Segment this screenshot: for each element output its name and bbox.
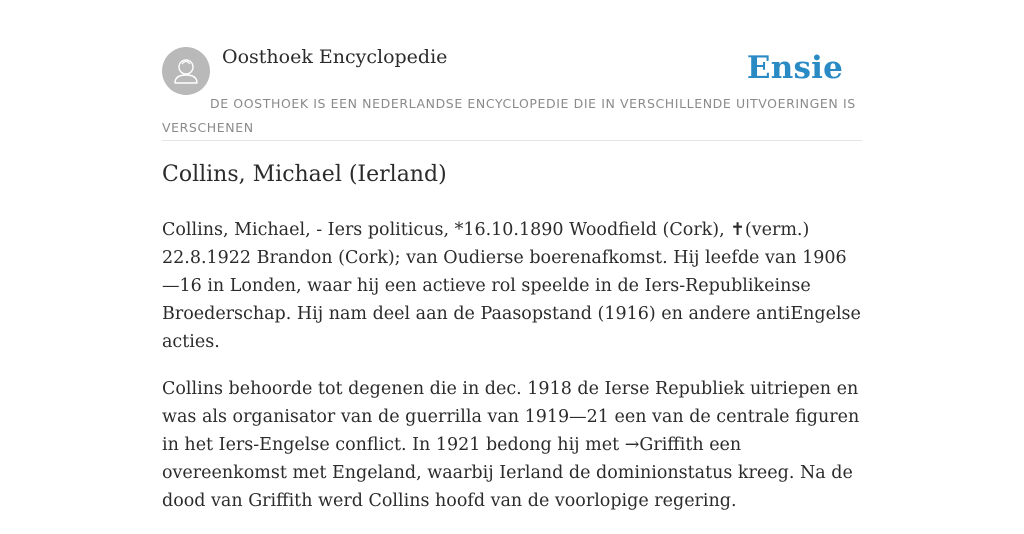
article-body	[162, 216, 862, 534]
site-name[interactable]: Oosthoek Encyclopedie	[222, 46, 448, 68]
user-icon[interactable]	[162, 47, 210, 95]
article-paragraph: Collins, Michael, - Iers politicus, *16.10.1890 Woodfield (Cork), ✝(verm.) 22.8.1922 Brandon (Cork); van Oudierse boerenafkomst. Hij leefde van 1906—16 in Londen, waar hij een actieve rol speelde in de Iers-Republikeinse Broederschap. Hij nam deel aan de Paasopstand (1916) en andere antiEngelse acties.	[162, 220, 861, 352]
article-paragraph: Collins behoorde tot degenen die in dec. 1918 de Ierse Republiek uitriepen en was als organisator van de guerrilla van 1919—21 een van de centrale figuren in het Iers-Engelse conflict. In 1921 bedong hij met →Griffith een overeenkomst met Engeland, waarbij Ierland de dominionstatus kreeg. Na de dood van Griffith werd Collins hoofd van de voorlopige regering.	[162, 379, 860, 511]
brand-logo[interactable]: Ensie	[746, 50, 843, 86]
page-title: Collins, Michael (Ierland)	[162, 162, 447, 187]
page-container	[162, 0, 862, 511]
site-tagline: DE OOSTHOEK IS EEN NEDERLANDSE ENCYCLOPEDIE DIE IN VERSCHILLENDE UITVOERINGEN IS VERSCHENEN	[162, 96, 856, 135]
site-header	[162, 0, 862, 141]
